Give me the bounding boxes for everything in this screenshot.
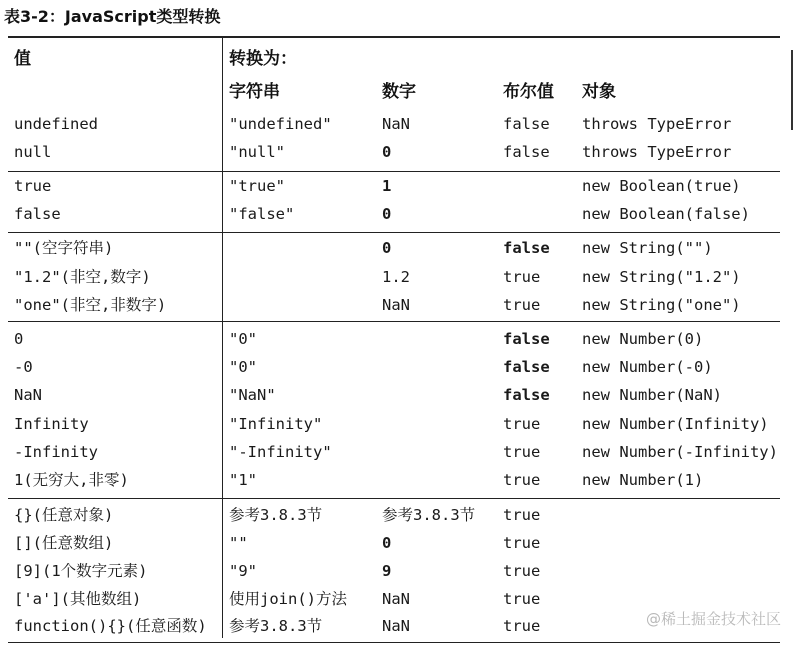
group-divider	[8, 498, 780, 499]
header-convert-to: 转换为：	[229, 49, 297, 69]
cell-string: "null"	[229, 143, 285, 161]
cell-object: new Number(NaN)	[582, 386, 722, 404]
group-divider	[8, 321, 780, 322]
cell-object: new Number(-0)	[582, 358, 713, 376]
table-row	[0, 411, 797, 437]
cell-number: NaN	[382, 590, 410, 608]
cell-value: 0	[14, 330, 24, 348]
cell-string: "9"	[229, 562, 257, 580]
cell-boolean: true	[503, 590, 541, 608]
cell-value: true	[14, 177, 52, 195]
cell-object: new Number(0)	[582, 330, 704, 348]
cell-value: function(){}(任意函数)	[14, 617, 207, 635]
group-divider	[8, 232, 780, 233]
cell-string: "undefined"	[229, 115, 332, 133]
cell-value: 1(无穷大,非零)	[14, 471, 129, 489]
cell-object: new String("one")	[582, 296, 741, 314]
cell-value: [9](1个数字元素)	[14, 562, 148, 580]
table-row	[0, 439, 797, 465]
cell-object: new Boolean(true)	[582, 177, 741, 195]
cell-number: 0	[382, 239, 392, 257]
cell-number: 1	[382, 177, 392, 195]
cell-boolean: true	[503, 471, 541, 489]
cell-boolean: true	[503, 268, 541, 286]
cell-value: undefined	[14, 115, 98, 133]
bottom-rule	[8, 642, 780, 643]
table-row	[0, 201, 797, 227]
cell-value: -Infinity	[14, 443, 98, 461]
cell-boolean: true	[503, 415, 541, 433]
header-object: 对象	[582, 82, 616, 102]
cell-value: null	[14, 143, 52, 161]
top-rule	[8, 36, 780, 38]
header-string: 字符串	[229, 82, 280, 102]
cell-string: 使用join()方法	[229, 590, 347, 608]
cell-boolean: true	[503, 617, 541, 635]
cell-string: 参考3.8.3节	[229, 617, 323, 635]
cell-boolean: false	[503, 239, 550, 257]
cell-string: "true"	[229, 177, 285, 195]
table-row	[0, 264, 797, 290]
cell-number: NaN	[382, 296, 410, 314]
cell-boolean: false	[503, 143, 550, 161]
cell-boolean: true	[503, 296, 541, 314]
cell-object: throws TypeError	[582, 115, 732, 133]
table-row	[0, 558, 797, 584]
cell-string: "Infinity"	[229, 415, 323, 433]
table-row	[0, 382, 797, 408]
cell-boolean: true	[503, 534, 541, 552]
cell-value: "one"(非空,非数字)	[14, 296, 167, 314]
cell-value: false	[14, 205, 61, 223]
cell-string: "NaN"	[229, 386, 276, 404]
group-divider	[8, 171, 780, 172]
table-row	[0, 530, 797, 556]
header-boolean: 布尔值	[503, 82, 554, 102]
table-row	[0, 354, 797, 380]
cell-object: new Boolean(false)	[582, 205, 750, 223]
cell-number: NaN	[382, 115, 410, 133]
cell-boolean: true	[503, 443, 541, 461]
cell-object: new Number(-Infinity)	[582, 443, 778, 461]
watermark-text: @稀土掘金技术社区	[645, 610, 781, 628]
cell-value: [](任意数组)	[14, 534, 114, 552]
cell-number: 0	[382, 534, 392, 552]
header-number: 数字	[382, 82, 416, 102]
cell-number: NaN	[382, 617, 410, 635]
cell-value: ['a'](其他数组)	[14, 590, 142, 608]
cell-number: 0	[382, 143, 392, 161]
table-row	[0, 467, 797, 493]
header-value: 值	[14, 49, 31, 69]
cell-object: new Number(1)	[582, 471, 704, 489]
cell-value: {}(任意对象)	[14, 506, 114, 524]
cell-value: Infinity	[14, 415, 89, 433]
table-row	[0, 326, 797, 352]
cell-boolean: false	[503, 115, 550, 133]
cell-string: "false"	[229, 205, 295, 223]
cell-boolean: true	[503, 562, 541, 580]
table-row	[0, 235, 797, 261]
table-row	[0, 111, 797, 137]
cell-boolean: false	[503, 330, 550, 348]
cell-object: throws TypeError	[582, 143, 732, 161]
cell-string: "-Infinity"	[229, 443, 332, 461]
cell-string: "0"	[229, 358, 257, 376]
cell-number: 参考3.8.3节	[382, 506, 476, 524]
cell-value: -0	[14, 358, 33, 376]
cell-string: "0"	[229, 330, 257, 348]
cell-boolean: false	[503, 358, 550, 376]
cell-object: new String("")	[582, 239, 713, 257]
cell-number: 1.2	[382, 268, 410, 286]
cell-number: 0	[382, 205, 392, 223]
cell-boolean: true	[503, 506, 541, 524]
table-row	[0, 139, 797, 165]
cell-number: 9	[382, 562, 392, 580]
cell-string: ""	[229, 534, 248, 552]
cell-string: 参考3.8.3节	[229, 506, 323, 524]
table-row	[0, 173, 797, 199]
cell-value: NaN	[14, 386, 42, 404]
cell-value: "1.2"(非空,数字)	[14, 268, 151, 286]
cell-object: new Number(Infinity)	[582, 415, 769, 433]
cell-object: new String("1.2")	[582, 268, 741, 286]
table-row	[0, 292, 797, 318]
cell-boolean: false	[503, 386, 550, 404]
cell-value: ""(空字符串)	[14, 239, 114, 257]
table-caption: 表3-2：JavaScript类型转换	[4, 7, 221, 26]
table-row	[0, 502, 797, 528]
cell-string: "1"	[229, 471, 257, 489]
